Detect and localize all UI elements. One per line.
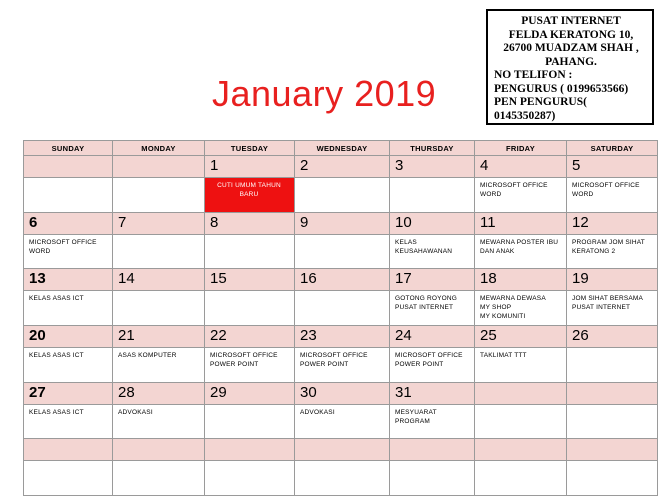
event-text: KELAS ASAS ICT: [29, 408, 84, 416]
date-cell: [475, 156, 567, 178]
date-number: 13: [29, 270, 46, 288]
event-cell: [567, 348, 658, 383]
event-text: ADVOKASI: [300, 408, 335, 416]
event-cell: [24, 404, 113, 439]
date-cell: [567, 382, 658, 404]
date-number: 3: [395, 157, 404, 174]
week-6-events: [24, 461, 658, 496]
event-cell: [24, 178, 113, 213]
date-cell: [24, 325, 113, 347]
date-number: 16: [300, 270, 317, 288]
weekday-friday: FRIDAY: [475, 141, 567, 156]
event-cell: [390, 348, 475, 383]
date-cell: [113, 382, 205, 404]
date-number: 22: [210, 326, 227, 344]
weekday-tuesday: TUESDAY: [205, 141, 295, 156]
event-text: MICROSOFT OFFICE POWER POINT: [300, 352, 368, 368]
week-1-events: [24, 178, 658, 213]
date-number: 26: [572, 326, 589, 344]
event-text: MEWARNA POSTER IBU DAN ANAK: [480, 238, 559, 255]
phone-label: NO TELIFON :: [494, 69, 573, 81]
event-text: TAKLIMAT TTT: [480, 352, 527, 359]
date-number: 27: [29, 383, 46, 401]
event-cell: [205, 404, 295, 439]
event-text: MESYUARAT PROGRAM: [395, 408, 437, 425]
date-number: 23: [300, 326, 317, 344]
event-cell: [475, 348, 567, 383]
event-text: ADVOKASI: [118, 408, 153, 416]
date-number: 14: [118, 270, 135, 288]
event-cell: [390, 178, 475, 213]
info-line-4: PAHANG.: [545, 55, 597, 68]
event-text: GOTONG ROYONG PUSAT INTERNET: [395, 295, 458, 312]
date-cell: [567, 325, 658, 347]
event-cell: [295, 178, 390, 213]
event-text: MICROSOFT OFFICE WORD: [572, 182, 640, 199]
event-cell: [113, 234, 205, 269]
event-cell: [295, 348, 390, 383]
event-text: CUTI UMUM TAHUN BARU: [217, 182, 281, 199]
date-cell: [295, 325, 390, 347]
date-cell: [24, 212, 113, 234]
date-cell: [295, 382, 390, 404]
event-cell: [475, 404, 567, 439]
date-number: 18: [480, 270, 497, 288]
pengurus-phone: PENGURUS ( 0199653566): [494, 82, 629, 95]
event-text: KELAS KEUSAHAWANAN: [395, 238, 453, 255]
date-cell: [24, 382, 113, 404]
date-cell: [113, 212, 205, 234]
event-text: JOM SIHAT BERSAMA PUSAT INTERNET: [572, 295, 643, 312]
event-cell: [567, 404, 658, 439]
date-number: 30: [300, 383, 317, 401]
info-line-1: PUSAT INTERNET: [521, 15, 621, 27]
weekday-header-row: [24, 141, 658, 156]
date-cell: [24, 156, 113, 178]
weekday-wednesday: WEDNESDAY: [295, 141, 390, 156]
date-cell: [295, 156, 390, 178]
date-cell: [567, 269, 658, 291]
date-cell: [24, 269, 113, 291]
event-cell: [567, 291, 658, 326]
event-text: PROGRAM JOM SIHAT KERATONG 2: [572, 238, 645, 255]
holiday-event-cell: [205, 178, 295, 213]
date-cell: [390, 212, 475, 234]
event-cell: [113, 178, 205, 213]
date-cell: [475, 382, 567, 404]
date-cell: [475, 325, 567, 347]
event-text: MICROSOFT OFFICE POWER POINT: [210, 352, 278, 368]
event-text: MEWARNA DEWASA MY SHOP MY KOMUNITI: [480, 295, 546, 321]
date-number: 1: [210, 157, 219, 174]
date-number: 29: [210, 383, 227, 401]
event-cell: [24, 291, 113, 326]
date-cell: [475, 269, 567, 291]
date-cell: [295, 269, 390, 291]
date-number: 20: [29, 326, 46, 344]
date-cell: [567, 212, 658, 234]
date-number: 19: [572, 270, 589, 288]
event-text: MICROSOFT OFFICE WORD: [480, 182, 548, 199]
event-cell: [475, 234, 567, 269]
event-cell: [567, 178, 658, 213]
date-number: 25: [480, 326, 497, 344]
date-number: 11: [480, 213, 496, 231]
date-number: 4: [480, 157, 489, 174]
week-3-events: [24, 291, 658, 326]
week-5-events: [24, 404, 658, 439]
event-cell: [113, 291, 205, 326]
event-cell: [113, 348, 205, 383]
week-2-dates: [24, 212, 658, 234]
date-cell: [390, 382, 475, 404]
date-number: 24: [395, 326, 412, 344]
event-text: ASAS KOMPUTER: [118, 352, 177, 359]
date-number: 9: [300, 213, 309, 231]
date-cell: [205, 382, 295, 404]
event-text: MICROSOFT OFFICE POWER POINT: [395, 352, 463, 368]
event-cell: [295, 291, 390, 326]
event-cell: [24, 234, 113, 269]
date-cell: [295, 212, 390, 234]
calendar-grid: [23, 140, 658, 496]
date-number: 10: [395, 213, 412, 231]
date-cell: [390, 269, 475, 291]
date-number: 5: [572, 157, 581, 174]
event-text: KELAS ASAS ICT: [29, 295, 84, 303]
date-cell: [390, 156, 475, 178]
date-cell: [205, 269, 295, 291]
event-cell: [475, 178, 567, 213]
date-cell: [113, 156, 205, 178]
date-number: 6: [29, 213, 38, 231]
event-text: MICROSOFT OFFICE WORD: [29, 238, 97, 255]
date-number: 7: [118, 213, 127, 231]
event-cell: [567, 234, 658, 269]
event-cell: [295, 404, 390, 439]
weekday-monday: MONDAY: [113, 141, 205, 156]
date-cell: [113, 269, 205, 291]
week-2-events: [24, 234, 658, 269]
info-line-2: FELDA KERATONG 10,: [508, 28, 634, 41]
date-number: 2: [300, 157, 309, 174]
date-number: 28: [118, 383, 135, 401]
calendar-title: January 2019: [212, 73, 437, 114]
event-cell: [295, 234, 390, 269]
date-cell: [390, 325, 475, 347]
week-5-dates: [24, 382, 658, 404]
date-cell: [567, 156, 658, 178]
weekday-sunday: SUNDAY: [24, 141, 113, 156]
event-cell: [390, 234, 475, 269]
week-3-dates: [24, 269, 658, 291]
event-cell: [24, 348, 113, 383]
date-cell: [205, 212, 295, 234]
date-cell: [205, 325, 295, 347]
weekday-thursday: THURSDAY: [390, 141, 475, 156]
date-number: 15: [210, 270, 227, 288]
date-number: 12: [572, 213, 589, 231]
weekday-saturday: SATURDAY: [567, 141, 658, 156]
info-line-3: 26700 MUADZAM SHAH ,: [503, 42, 639, 54]
contact-info-box: [486, 9, 654, 125]
date-number: 21: [118, 326, 135, 344]
date-number: 31: [395, 383, 412, 401]
date-cell: [475, 212, 567, 234]
week-4-dates: [24, 325, 658, 347]
event-cell: [390, 404, 475, 439]
pen-pengurus-phone: PEN PENGURUS( 0145350287): [494, 96, 587, 122]
event-cell: [205, 291, 295, 326]
date-number: 17: [395, 270, 412, 288]
event-cell: [390, 291, 475, 326]
event-text: KELAS ASAS ICT: [29, 352, 84, 359]
date-cell: [205, 156, 295, 178]
week-1-dates: [24, 156, 658, 178]
date-cell: [113, 325, 205, 347]
event-cell: [205, 348, 295, 383]
event-cell: [205, 234, 295, 269]
event-cell: [113, 404, 205, 439]
week-6-dates: [24, 439, 658, 461]
event-cell: [475, 291, 567, 326]
week-4-events: [24, 348, 658, 383]
date-number: 8: [210, 213, 219, 231]
